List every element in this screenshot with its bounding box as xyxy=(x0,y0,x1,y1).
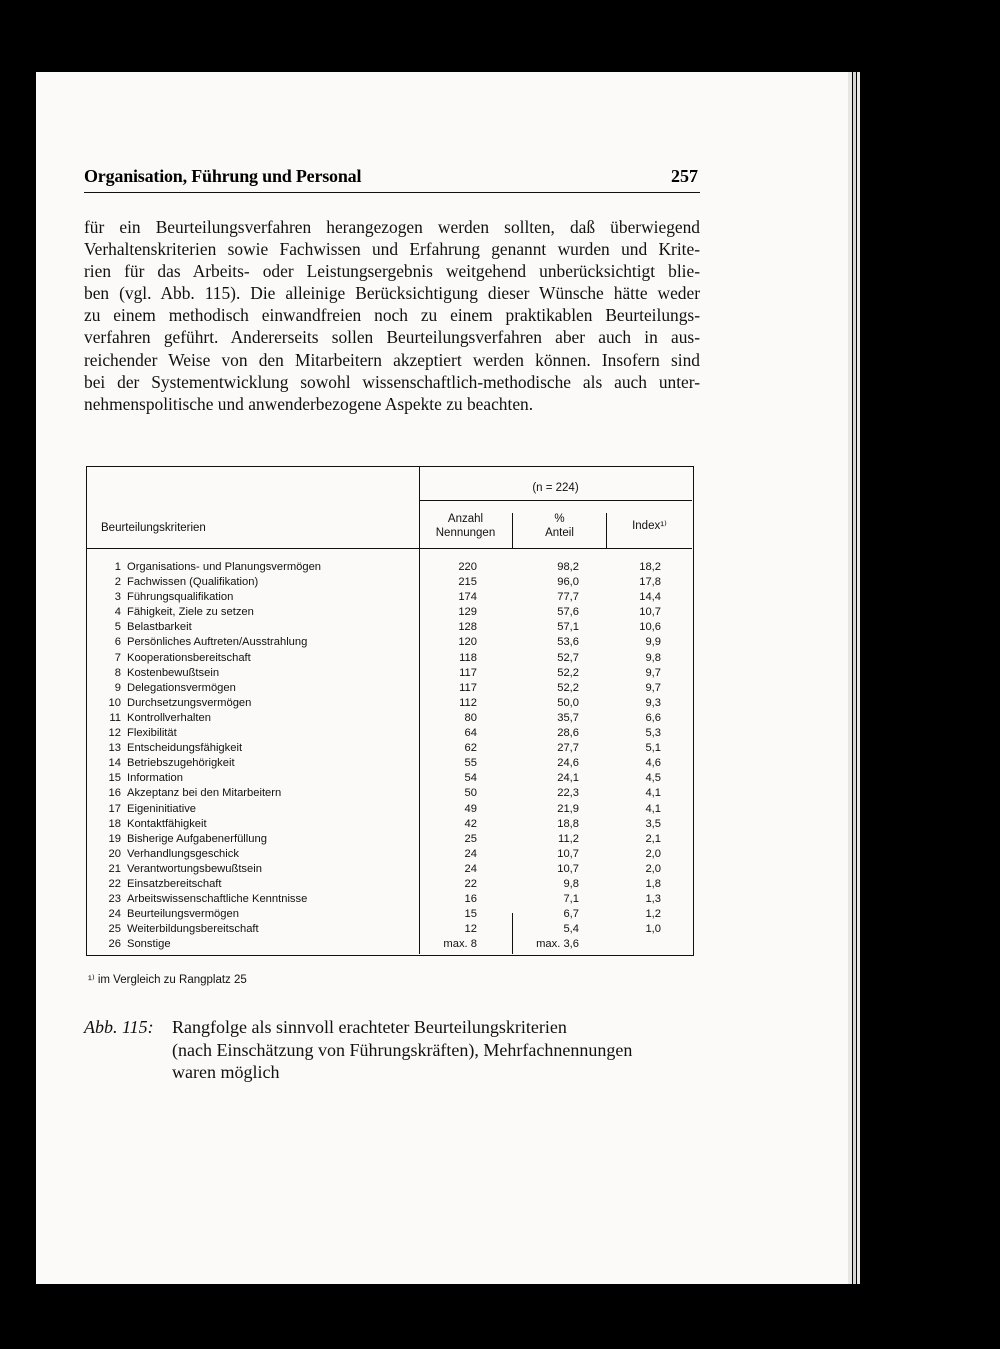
row-criterion: Sonstige xyxy=(127,938,171,951)
row-share: 9,8 xyxy=(563,877,579,890)
row-criterion: Führungsqualifikation xyxy=(127,591,234,604)
row-rank: 22 xyxy=(108,877,121,890)
row-count: 80 xyxy=(464,711,477,724)
row-share: 52,7 xyxy=(557,651,579,664)
row-rank: 5 xyxy=(114,621,121,634)
table-row xyxy=(87,877,693,892)
body-line: reichender Weise von den Mitarbeitern akzeptiert werden können. Insofern sind xyxy=(84,349,700,370)
row-criterion: Einsatzbereitschaft xyxy=(127,877,222,890)
table-footnote: ¹⁾ im Vergleich zu Rangplatz 25 xyxy=(88,974,247,986)
row-share: 27,7 xyxy=(557,742,579,755)
row-criterion: Delegationsvermögen xyxy=(127,681,236,694)
row-rank: 13 xyxy=(108,742,121,755)
page-edge xyxy=(853,72,856,1284)
row-index: 9,7 xyxy=(645,681,661,694)
row-share: 10,7 xyxy=(557,862,579,875)
row-share: 7,1 xyxy=(563,893,579,906)
header-title: Organisation, Führung und Personal xyxy=(84,166,362,186)
row-rank: 19 xyxy=(108,832,121,845)
row-criterion: Durchsetzungsvermögen xyxy=(127,696,252,709)
page-edge xyxy=(848,72,852,1284)
table-row xyxy=(87,817,693,832)
row-count: 15 xyxy=(464,908,477,921)
table-row xyxy=(87,651,693,666)
row-index: 1,2 xyxy=(645,908,661,921)
row-criterion: Bisherige Aufgabenerfüllung xyxy=(127,832,267,845)
row-index: 1,3 xyxy=(645,893,661,906)
row-share: 28,6 xyxy=(557,727,579,740)
row-count: 42 xyxy=(464,817,477,830)
table-body xyxy=(87,560,693,952)
row-rank: 23 xyxy=(108,893,121,906)
caption-line: Rangfolge als sinnvoll erachteter Beurteilungskriterien xyxy=(172,1017,567,1037)
row-share: 22,3 xyxy=(557,787,579,800)
row-index: 4,1 xyxy=(645,802,661,815)
row-criterion: Verantwortungsbewußtsein xyxy=(127,862,262,875)
row-share: 57,1 xyxy=(557,621,579,634)
body-line: zu einem methodisch einwandfreien noch zu einem praktikablen Beurteilungs- xyxy=(84,305,700,326)
row-count: 50 xyxy=(464,787,477,800)
table-row xyxy=(87,802,693,817)
row-index: 10,7 xyxy=(639,606,661,619)
body-line: ben (vgl. Abb. 115). Die alleinige Berücksichtigung dieser Wünsche hätte weder xyxy=(84,283,700,304)
row-count: 54 xyxy=(464,772,477,785)
row-share: 52,2 xyxy=(557,681,579,694)
row-share: 11,2 xyxy=(558,832,579,845)
row-index: 5,3 xyxy=(645,727,661,740)
row-rank: 16 xyxy=(108,787,121,800)
row-rank: 18 xyxy=(108,817,121,830)
table-row xyxy=(87,696,693,711)
row-criterion: Fähigkeit, Ziele zu setzen xyxy=(127,606,254,619)
caption-line: (nach Einschätzung von Führungskräften), Mehrfachnennungen xyxy=(172,1039,633,1060)
body-paragraph xyxy=(84,216,700,415)
row-criterion: Arbeitswissenschaftliche Kenntnisse xyxy=(127,893,308,906)
body-line: nehmenspolitische und anwenderbezogene Aspekte zu beachten. xyxy=(84,393,534,414)
row-index: 2,1 xyxy=(645,832,661,845)
row-count: 220 xyxy=(458,561,477,573)
row-criterion: Entscheidungsfähigkeit xyxy=(127,742,243,755)
row-index: 4,5 xyxy=(645,772,661,785)
table-row xyxy=(87,892,693,907)
row-index: 2,0 xyxy=(645,862,661,875)
table-row xyxy=(87,635,693,650)
row-share: 98,2 xyxy=(557,561,579,573)
table-row xyxy=(87,756,693,771)
row-criterion: Kontrollverhalten xyxy=(127,711,211,724)
table-row xyxy=(87,771,693,786)
row-rank: 8 xyxy=(114,666,121,679)
row-index: 3,5 xyxy=(645,817,661,830)
row-share: 18,8 xyxy=(557,817,579,830)
row-share: 10,7 xyxy=(557,847,579,860)
row-rank: 14 xyxy=(108,757,121,770)
row-count: 174 xyxy=(458,591,477,604)
row-count: 120 xyxy=(458,636,477,649)
row-share: 35,7 xyxy=(557,711,579,724)
row-rank: 25 xyxy=(108,923,121,936)
header-bottom-rule xyxy=(87,548,692,549)
body-line: bei der Systementwicklung sowohl wissenschaftlich-methodische als auch unter- xyxy=(84,371,700,392)
row-share: 77,7 xyxy=(557,591,579,604)
row-index: 14,4 xyxy=(639,591,661,604)
row-share: 21,9 xyxy=(557,802,579,815)
col-header-criteria: Beurteilungskriterien xyxy=(101,522,206,534)
row-criterion: Verhandlungsgeschick xyxy=(127,847,239,860)
row-index: 9,9 xyxy=(645,636,661,649)
table-row xyxy=(87,786,693,801)
row-rank: 9 xyxy=(114,681,121,694)
row-rank: 1 xyxy=(114,561,121,573)
row-count: 25 xyxy=(464,832,477,845)
row-count: 55 xyxy=(464,757,477,770)
row-count: 12 xyxy=(464,923,477,936)
row-share: 50,0 xyxy=(557,696,579,709)
col-header-count-line1: Anzahl xyxy=(447,513,484,525)
row-index: 6,6 xyxy=(645,711,661,724)
caption-text xyxy=(172,1016,732,1084)
row-criterion: Kostenbewußtsein xyxy=(127,666,220,679)
row-index: 1,8 xyxy=(645,877,661,890)
row-rank: 26 xyxy=(108,938,121,951)
col-header-count-line2: Nennungen xyxy=(435,527,496,539)
row-criterion: Betriebszugehörigkeit xyxy=(127,757,235,770)
col-header-index: Index¹⁾ xyxy=(632,520,667,532)
row-index: 2,0 xyxy=(645,847,661,860)
row-criterion: Beurteilungsvermögen xyxy=(127,908,239,921)
row-criterion: Weiterbildungsbereitschaft xyxy=(127,923,259,936)
row-rank: 7 xyxy=(114,651,121,664)
table-row xyxy=(87,907,693,922)
running-header xyxy=(84,166,700,193)
row-count: 112 xyxy=(459,696,477,709)
row-count: 117 xyxy=(459,666,477,679)
body-line: verfahren geführt. Andererseits sollen Beurteilungsverfahren aber auch in aus- xyxy=(84,327,700,348)
row-rank: 10 xyxy=(108,696,121,709)
row-count: 215 xyxy=(458,576,477,589)
table-row xyxy=(87,741,693,756)
row-count: 129 xyxy=(458,606,477,619)
row-rank: 17 xyxy=(108,802,121,815)
col-header-count xyxy=(419,512,512,540)
row-criterion: Flexibilität xyxy=(127,727,177,740)
row-index: 9,8 xyxy=(645,651,661,664)
row-count: 117 xyxy=(459,681,477,694)
table-row xyxy=(87,862,693,877)
table-row xyxy=(87,590,693,605)
row-criterion: Information xyxy=(127,772,183,785)
row-count: 118 xyxy=(459,651,477,664)
row-criterion: Fachwissen (Qualifikation) xyxy=(127,576,259,589)
row-criterion: Akzeptanz bei den Mitarbeitern xyxy=(127,787,282,800)
table-row xyxy=(87,620,693,635)
row-count: 62 xyxy=(464,742,477,755)
row-index: 4,1 xyxy=(645,787,661,800)
table-row xyxy=(87,560,693,575)
row-share: 57,6 xyxy=(557,606,579,619)
table-row xyxy=(87,575,693,590)
row-rank: 12 xyxy=(108,727,121,740)
row-index: 9,7 xyxy=(645,666,661,679)
row-rank: 11 xyxy=(109,711,121,724)
row-rank: 24 xyxy=(108,908,121,921)
row-share: 5,4 xyxy=(563,923,579,936)
body-line: für ein Beurteilungsverfahren herangezogen werden sollten, daß überwiegend xyxy=(84,217,700,237)
row-count: 22 xyxy=(464,877,477,890)
caption-line: waren möglich xyxy=(172,1062,280,1082)
table-row xyxy=(87,832,693,847)
row-count: max. 8 xyxy=(443,938,477,951)
table-row xyxy=(87,681,693,696)
table-row xyxy=(87,605,693,620)
row-share: 96,0 xyxy=(557,576,579,589)
row-index: 18,2 xyxy=(639,561,661,573)
row-count: 16 xyxy=(464,893,477,906)
row-share: 6,7 xyxy=(563,908,579,921)
caption-label: Abb. 115: xyxy=(84,1017,154,1037)
row-index: 5,1 xyxy=(645,742,661,755)
row-index: 10,6 xyxy=(639,621,661,634)
row-rank: 6 xyxy=(114,636,121,649)
row-count: 128 xyxy=(458,621,477,634)
table-row xyxy=(87,847,693,862)
row-share: 24,6 xyxy=(557,757,579,770)
page-edge xyxy=(857,72,860,1284)
criteria-table xyxy=(86,466,694,956)
row-index: 4,6 xyxy=(645,757,661,770)
col-header-share-line2: Anteil xyxy=(545,527,574,539)
row-rank: 3 xyxy=(114,591,121,604)
row-count: 24 xyxy=(464,847,477,860)
col-header-share-line1: % xyxy=(554,513,565,525)
row-rank: 2 xyxy=(114,576,121,589)
row-criterion: Kontaktfähigkeit xyxy=(127,817,207,830)
row-rank: 15 xyxy=(108,772,121,785)
table-row xyxy=(87,711,693,726)
row-share: max. 3,6 xyxy=(536,938,579,951)
body-line: rien für das Arbeits- oder Leistungsergebnis weitgehend unberücksichtigt blie- xyxy=(84,261,700,282)
table-row xyxy=(87,937,693,952)
col-header-share xyxy=(513,512,606,540)
row-count: 49 xyxy=(464,802,477,815)
row-criterion: Persönliches Auftreten/Ausstrahlung xyxy=(127,636,308,649)
row-share: 53,6 xyxy=(557,636,579,649)
row-rank: 21 xyxy=(108,862,121,875)
header-divider xyxy=(419,500,692,501)
table-row xyxy=(87,726,693,741)
row-count: 24 xyxy=(464,862,477,875)
row-criterion: Kooperationsbereitschaft xyxy=(127,651,251,664)
table-row xyxy=(87,922,693,937)
row-index: 9,3 xyxy=(645,696,661,709)
page-number: 257 xyxy=(671,166,698,186)
table-row xyxy=(87,666,693,681)
row-rank: 20 xyxy=(108,847,121,860)
row-index: 17,8 xyxy=(639,576,661,589)
row-share: 24,1 xyxy=(557,772,579,785)
row-rank: 4 xyxy=(114,606,121,619)
body-line: Verhaltenskriterien sowie Fachwissen und Erfahrung genannt wurden und Krite- xyxy=(84,239,700,260)
row-criterion: Eigeninitiative xyxy=(127,802,197,815)
row-index: 1,0 xyxy=(645,923,661,936)
row-share: 52,2 xyxy=(557,666,579,679)
row-criterion: Organisations- und Planungsvermögen xyxy=(127,561,322,573)
row-criterion: Belastbarkeit xyxy=(127,621,192,634)
row-count: 64 xyxy=(464,727,477,740)
sample-size: (n = 224) xyxy=(532,482,579,494)
